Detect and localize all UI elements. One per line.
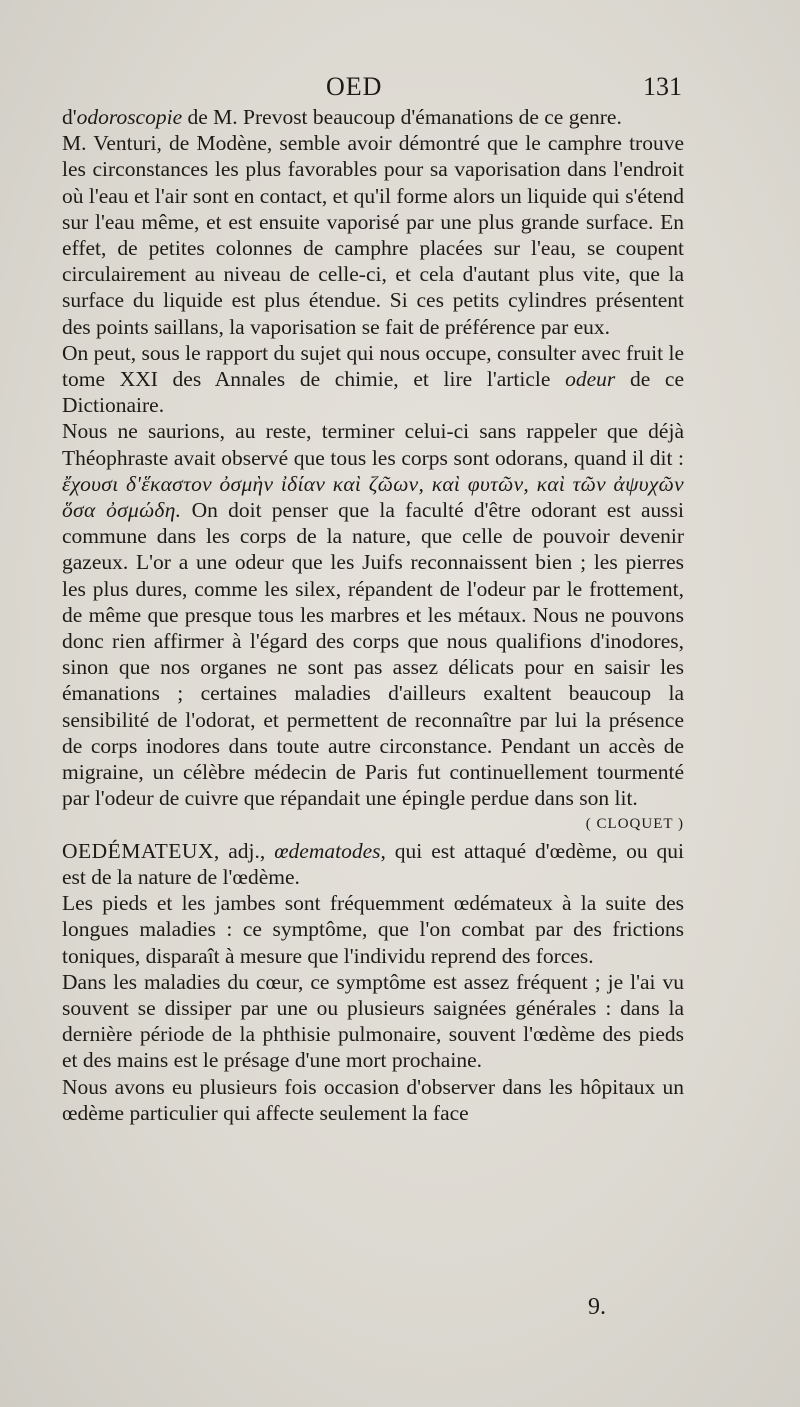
running-head: OED <box>326 72 383 101</box>
greek-quotation: ἔχουσι δ'ἕκαστον ὀσμὴν ἰδίαν καὶ ζῶων, καὶ φυτῶν, καὶ τῶν ἀψυχῶν ὅσα ὀσμώδη. <box>62 471 684 523</box>
italic-term: œdematodes <box>274 838 381 863</box>
page-number: 131 <box>643 72 682 101</box>
body-text <box>62 104 684 1126</box>
text-run: , qui est attaqué d'œdème, ou qui est de la nature de l'œdème. <box>62 838 684 889</box>
paragraph-odoroscopie <box>62 104 684 130</box>
paragraph-venturi: M. Venturi, de Modène, semble avoir démontré que le camphre trouve les circonstances les plus favorables pour sa vaporisation dans l'endroit où l'eau et l'air sont en contact, et qu'il forme alors un liquide qui s'étend sur l'eau même, et est ensuite vaporisé par une plus grande surface. En effet, de petites colonnes de camphre placées sur l'eau, se coupent circulairement au niveau de celle-ci, et cela d'autant plus vite, que la surface du liquide est plus étendue. Si ces petits cylindres présentent des points saillans, la vaporisation se fait de préférence par eux. <box>62 131 684 339</box>
author-signature: ( CLOQUET ) <box>585 816 684 833</box>
paragraph-theophraste <box>62 418 684 833</box>
paragraph-oedemateux <box>62 838 684 890</box>
paragraph-annales <box>62 340 684 419</box>
italic-term: odeur <box>565 367 616 392</box>
text-run: , adj., <box>213 838 275 863</box>
page-header <box>62 72 682 106</box>
text-run: d' <box>62 105 77 129</box>
entry-headword: OEDÉMATEUX <box>62 838 214 863</box>
text-run: Nous ne saurions, au reste, terminer celui-ci sans rappeler que déjà Théophraste avait observé que tous les corps sont odorans, quand il dit : <box>62 419 684 470</box>
text-run: de M. Prevost beaucoup d'émanations de ce genre. <box>182 105 622 129</box>
paragraph-hopitaux: Nous avons eu plusieurs fois occasion d'observer dans les hôpitaux un œdème particulier qui affecte seulement la face <box>62 1074 684 1125</box>
text-run: On doit penser que la faculté d'être odorant est aussi commune dans les corps de la nature, que celle de pouvoir devenir gazeux. L'or a une odeur que les Juifs reconnaissent bien ; les pierres les plus dures, comme les silex, répandent de l'odeur par le frottement, de même que presque tous les marbres et les métaux. Nous ne pouvons donc rien affirmer à l'égard des corps que nous qualifions d'inodores, sinon que nos organes ne sont pas assez délicats pour en saisir les émanations ; certaines maladies d'ailleurs exaltent beaucoup la sensibilité de l'odorat, et permettent de reconnaître par lui la présence de corps inodores dans toute autre circonstance. Pendant un accès de migraine, un célèbre médecin de Paris fut continuellement tourmenté par l'odeur de cuivre que répandait une épingle perdue dans son lit. <box>62 498 684 811</box>
text-run: On peut, sous le rapport du sujet qui nous occupe, consulter avec fruit le tome XXI des Annales de chimie, et lire l'article <box>62 340 684 392</box>
paragraph-pieds: Les pieds et les jambes sont fréquemment œdémateux à la suite des longues maladies : ce symptôme, que l'on combat par des frictions toniques, disparaît à mesure que l'individu reprend des forces. <box>62 891 684 968</box>
signature-mark: 9. <box>588 1294 606 1320</box>
text-run: de ce Dictionaire. <box>62 367 684 418</box>
italic-term: odoroscopie <box>76 105 183 129</box>
paragraph-coeur: Dans les maladies du cœur, ce symptôme est assez fréquent ; je l'ai vu souvent se dissiper par une ou plusieurs saignées générales : dans la dernière période de la phthisie pulmonaire, souvent l'œdème des pieds et des mains est le présage d'une mort prochaine. <box>62 969 684 1073</box>
